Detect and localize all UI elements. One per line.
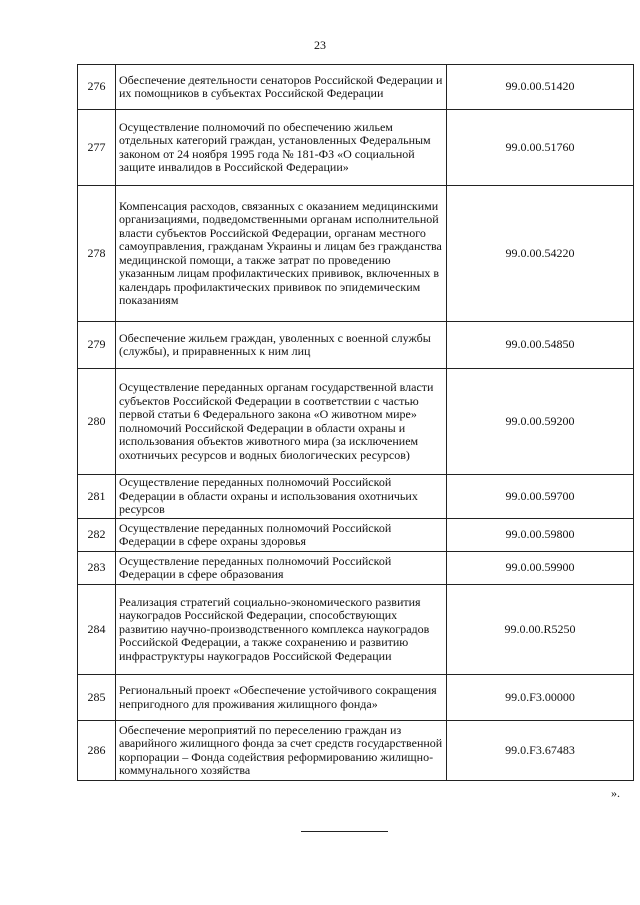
row-code: 99.0.00.51420 [447, 65, 634, 110]
row-code: 99.0.F3.00000 [447, 675, 634, 721]
row-name: Обеспечение жильем граждан, уволенных с военной службы (службы), и приравненных к ним лиц [116, 322, 447, 369]
row-code: 99.0.00.59900 [447, 552, 634, 585]
table-row [78, 552, 634, 585]
table-row [78, 585, 634, 675]
table-row [78, 110, 634, 186]
row-name: Реализация стратегий социально-экономического развития наукоградов Российской Федерации, способствующих развитию научно-производственного комплекса наукоградов Российской Федерации, а также сохранению и развитию инфраструктуры наукоградов Российской Федерации [116, 585, 447, 675]
row-code: 99.0.00.R5250 [447, 585, 634, 675]
row-name: Осуществление переданных полномочий Российской Федерации в области охраны и использования охотничьих ресурсов [116, 475, 447, 519]
row-number: 281 [78, 475, 116, 519]
row-name: Осуществление переданных органам государственной власти субъектов Российской Федерации в соответствии с частью первой статьи 6 Федерального закона «О животном мире» полномочий Российской Федерации в области охраны и использования объектов животного мира (за исключением охотничьих ресурсов и водных биологических ресурсов) [116, 369, 447, 475]
row-code: 99.0.00.59200 [447, 369, 634, 475]
closing-quote-mark: ». [611, 786, 620, 800]
row-name: Осуществление полномочий по обеспечению жильем отдельных категорий граждан, установленных Федеральным законом от 24 ноября 1995 года № 181-ФЗ «О социальной защите инвалидов в Российской Федерации» [116, 110, 447, 186]
row-name: Региональный проект «Обеспечение устойчивого сокращения непригодного для проживания жилищного фонда» [116, 675, 447, 721]
table-row [78, 721, 634, 781]
row-name: Обеспечение деятельности сенаторов Российской Федерации и их помощников в субъектах Российской Федерации [116, 65, 447, 110]
row-code: 99.0.00.59800 [447, 519, 634, 552]
row-name: Компенсация расходов, связанных с оказанием медицинскими организациями, подведомственными органам исполнительной власти субъектов Российской Федерации, органам местного самоуправления, гражданам Украины и лицам без гражданства медицинской помощи, а также затрат по проведению указанным лицам профилактических прививок, включенных в календарь профилактических прививок по эпидемическим показаниям [116, 186, 447, 322]
table-row [78, 369, 634, 475]
table-row [78, 519, 634, 552]
table-row [78, 65, 634, 110]
row-name: Осуществление переданных полномочий Российской Федерации в сфере охраны здоровья [116, 519, 447, 552]
footer-divider [301, 831, 388, 832]
row-code: 99.0.00.54220 [447, 186, 634, 322]
row-number: 283 [78, 552, 116, 585]
row-number: 277 [78, 110, 116, 186]
row-name: Обеспечение мероприятий по переселению граждан из аварийного жилищного фонда за счет средств государственной корпорации – Фонда содействия реформированию жилищно-коммунального хозяйства [116, 721, 447, 781]
row-number: 282 [78, 519, 116, 552]
row-number: 280 [78, 369, 116, 475]
table-row [78, 475, 634, 519]
table-row [78, 186, 634, 322]
table-row [78, 675, 634, 721]
row-number: 279 [78, 322, 116, 369]
row-code: 99.0.00.59700 [447, 475, 634, 519]
row-number: 276 [78, 65, 116, 110]
row-code: 99.0.00.51760 [447, 110, 634, 186]
row-number: 278 [78, 186, 116, 322]
row-number: 286 [78, 721, 116, 781]
budget-classification-table [77, 64, 634, 781]
row-number: 285 [78, 675, 116, 721]
row-code: 99.0.F3.67483 [447, 721, 634, 781]
row-number: 284 [78, 585, 116, 675]
page-number: 23 [314, 38, 326, 52]
row-code: 99.0.00.54850 [447, 322, 634, 369]
table-row [78, 322, 634, 369]
row-name: Осуществление переданных полномочий Российской Федерации в сфере образования [116, 552, 447, 585]
